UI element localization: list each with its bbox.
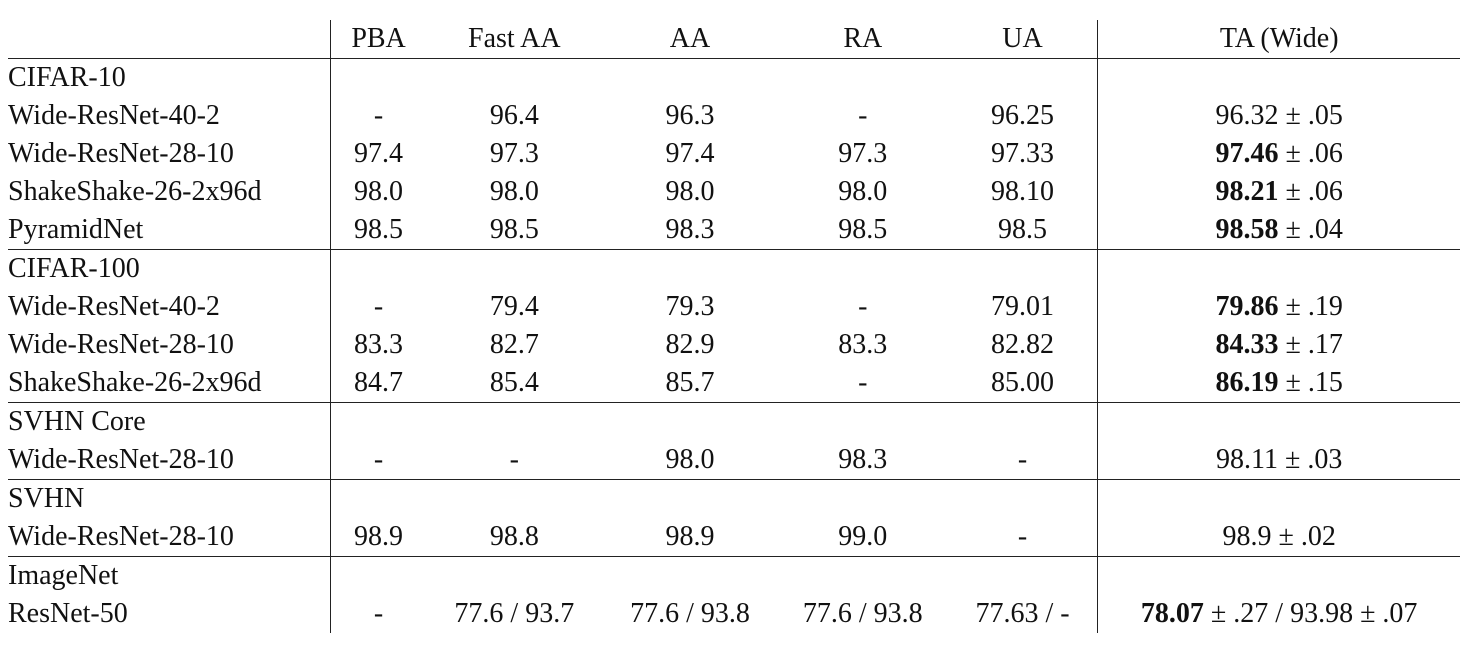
value-with-stddev: ± .15 [1278, 367, 1343, 398]
model-name-cell: Wide-ResNet-28-10 [8, 441, 330, 480]
value-cell: 98.0 [665, 176, 715, 207]
section-title: CIFAR-100 [8, 250, 330, 289]
section-spacer-cell [778, 250, 948, 289]
value-cell [1098, 173, 1460, 211]
value-cell: 99.0 [838, 521, 888, 552]
table-row [8, 211, 1460, 250]
section-spacer-cell [330, 403, 426, 442]
table-row [8, 595, 1460, 633]
value-cell: - [858, 100, 868, 131]
value-with-stddev: 98.9 ± .02 [1222, 521, 1336, 552]
header-cell-ta-wide: TA (Wide) [1098, 20, 1460, 59]
header-row [8, 20, 1460, 59]
section-row [8, 480, 1460, 519]
value-cell: 77.6 / 93.8 [630, 598, 750, 629]
section-title: SVHN Core [8, 403, 330, 442]
value-cell: 98.5 [948, 211, 1098, 250]
model-name-cell: PyramidNet [8, 211, 330, 250]
header-cell-pba: PBA [330, 20, 426, 59]
model-name-cell: Wide-ResNet-40-2 [8, 288, 330, 326]
value-cell: - [509, 444, 519, 475]
section-title: CIFAR-10 [8, 59, 330, 98]
value-cell: 82.9 [665, 329, 715, 360]
header-cell-ua: UA [948, 20, 1098, 59]
section-spacer-cell [426, 480, 602, 519]
table-row [8, 441, 1460, 480]
section-spacer-cell [330, 59, 426, 98]
section-title: SVHN [8, 480, 330, 519]
section-spacer-cell [426, 557, 602, 596]
best-value: 97.46 [1215, 138, 1279, 169]
section-row [8, 59, 1460, 98]
value-cell: - [373, 598, 384, 629]
best-value: 84.33 [1215, 329, 1279, 360]
section-spacer-cell [1098, 480, 1460, 519]
value-with-stddev: ± .17 [1278, 329, 1343, 360]
value-cell: 98.9 [354, 521, 404, 552]
value-cell [1098, 364, 1460, 403]
table-body [8, 59, 1460, 634]
best-value: 79.86 [1215, 291, 1279, 322]
value-cell: 98.0 [665, 444, 715, 475]
value-cell: 96.3 [665, 100, 715, 131]
best-value: 78.07 [1140, 598, 1204, 629]
value-cell [1098, 211, 1460, 250]
best-value: 98.21 [1215, 176, 1279, 207]
section-spacer-cell [602, 59, 778, 98]
value-cell: 97.4 [665, 138, 715, 169]
value-cell: 97.33 [948, 135, 1098, 173]
section-spacer-cell [602, 250, 778, 289]
value-cell: 85.7 [665, 367, 715, 398]
model-name-cell: ShakeShake-26-2x96d [8, 364, 330, 403]
value-with-stddev: ± .06 [1278, 138, 1343, 169]
section-spacer-cell [426, 250, 602, 289]
header-cell-aa: AA [602, 20, 778, 59]
value-cell: 98.8 [489, 521, 539, 552]
value-cell: 98.3 [838, 444, 888, 475]
section-spacer-cell [1098, 250, 1460, 289]
value-cell: 98.5 [489, 214, 539, 245]
value-cell: - [858, 291, 868, 322]
value-cell: 98.10 [948, 173, 1098, 211]
section-spacer-cell [948, 59, 1098, 98]
value-cell: 98.5 [838, 214, 888, 245]
value-cell [1098, 518, 1460, 557]
section-spacer-cell [778, 480, 948, 519]
section-spacer-cell [948, 557, 1098, 596]
table-row [8, 173, 1460, 211]
value-cell: 83.3 [354, 329, 404, 360]
section-row [8, 557, 1460, 596]
value-with-stddev: 98.11 ± .03 [1216, 444, 1343, 475]
table-row [8, 518, 1460, 557]
section-spacer-cell [1098, 59, 1460, 98]
value-cell: 82.7 [489, 329, 539, 360]
section-spacer-cell [426, 59, 602, 98]
section-spacer-cell [948, 250, 1098, 289]
section-spacer-cell [948, 480, 1098, 519]
value-cell [1098, 288, 1460, 326]
model-name-cell: Wide-ResNet-28-10 [8, 326, 330, 364]
value-with-stddev: ± .27 / 93.98 ± .07 [1203, 598, 1418, 629]
section-row [8, 250, 1460, 289]
section-spacer-cell [330, 480, 426, 519]
section-spacer-cell [778, 59, 948, 98]
section-spacer-cell [330, 557, 426, 596]
value-cell: 84.7 [354, 367, 404, 398]
value-cell [1098, 135, 1460, 173]
value-cell: 96.4 [489, 100, 539, 131]
value-cell: 98.0 [489, 176, 539, 207]
value-cell: - [858, 367, 868, 398]
value-cell: 85.00 [948, 364, 1098, 403]
value-cell: 77.6 / 93.7 [454, 598, 575, 629]
best-value: 86.19 [1215, 367, 1279, 398]
section-spacer-cell [1098, 557, 1460, 596]
section-title: ImageNet [8, 557, 330, 596]
value-cell: 98.9 [665, 521, 715, 552]
value-cell: 82.82 [948, 326, 1098, 364]
value-cell: - [373, 100, 384, 131]
section-spacer-cell [602, 403, 778, 442]
section-spacer-cell [602, 480, 778, 519]
section-row [8, 403, 1460, 442]
table-row [8, 288, 1460, 326]
value-with-stddev: 96.32 ± .05 [1215, 100, 1343, 131]
value-with-stddev: ± .06 [1278, 176, 1343, 207]
value-cell: 85.4 [489, 367, 539, 398]
table-row [8, 135, 1460, 173]
model-name-cell: Wide-ResNet-28-10 [8, 135, 330, 173]
section-spacer-cell [948, 403, 1098, 442]
value-cell: 77.6 / 93.8 [802, 598, 923, 629]
table-row [8, 97, 1460, 135]
section-spacer-cell [426, 403, 602, 442]
value-cell: - [373, 291, 384, 322]
model-name-cell: Wide-ResNet-28-10 [8, 518, 330, 557]
table-row [8, 364, 1460, 403]
header-cell-model [8, 20, 330, 59]
section-spacer-cell [330, 250, 426, 289]
value-cell: 98.3 [665, 214, 715, 245]
value-cell: 98.0 [354, 176, 404, 207]
table-row [8, 326, 1460, 364]
value-cell: 97.3 [489, 138, 539, 169]
section-spacer-cell [778, 557, 948, 596]
value-cell: 79.01 [948, 288, 1098, 326]
value-cell: 97.3 [838, 138, 888, 169]
value-cell: 77.63 / - [948, 595, 1098, 633]
value-cell: - [948, 518, 1098, 557]
value-cell [1098, 97, 1460, 135]
section-spacer-cell [602, 557, 778, 596]
model-name-cell: ShakeShake-26-2x96d [8, 173, 330, 211]
value-cell: 79.3 [665, 291, 715, 322]
value-cell: 83.3 [838, 329, 888, 360]
value-cell: 98.0 [838, 176, 888, 207]
results-table [8, 20, 1460, 633]
value-cell [1098, 595, 1460, 633]
best-value: 98.58 [1215, 214, 1279, 245]
value-cell: 79.4 [489, 291, 539, 322]
header-cell-fast-aa: Fast AA [426, 20, 602, 59]
value-cell [1098, 441, 1460, 480]
value-with-stddev: ± .04 [1278, 214, 1343, 245]
header-cell-ra: RA [778, 20, 948, 59]
value-cell: 96.25 [948, 97, 1098, 135]
value-with-stddev: ± .19 [1278, 291, 1343, 322]
section-spacer-cell [1098, 403, 1460, 442]
value-cell: - [948, 441, 1098, 480]
value-cell: - [373, 444, 384, 475]
section-spacer-cell [778, 403, 948, 442]
model-name-cell: Wide-ResNet-40-2 [8, 97, 330, 135]
value-cell [1098, 326, 1460, 364]
model-name-cell: ResNet-50 [8, 595, 330, 633]
table-header [8, 20, 1460, 59]
value-cell: 98.5 [354, 214, 404, 245]
value-cell: 97.4 [354, 138, 404, 169]
